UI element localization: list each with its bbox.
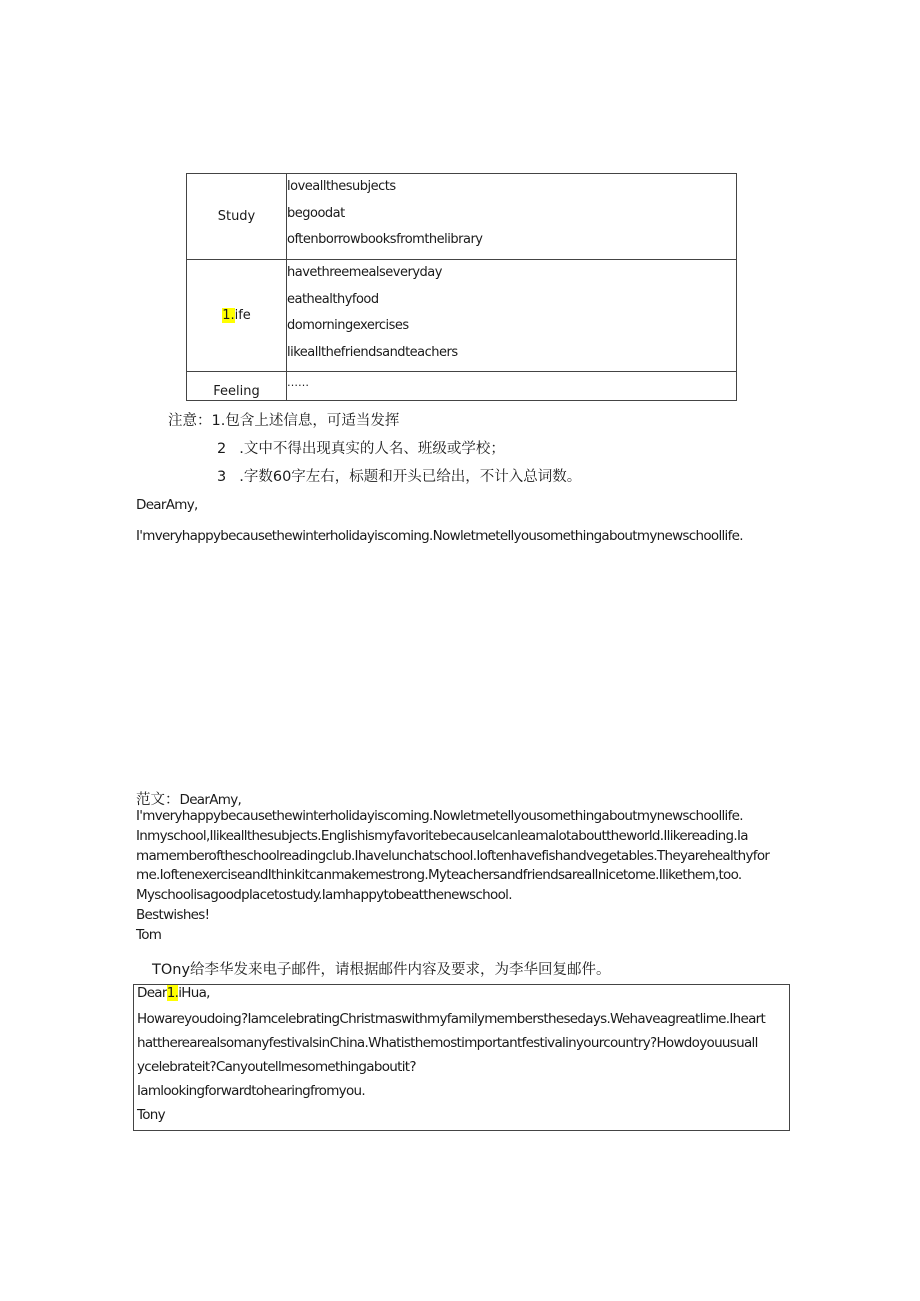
model-line: Inmyschool,Ilikeallthesubjects.Englishismyfavoritebecauselcanleamalotabouttheworld.Ilikereading.Ia: [136, 828, 748, 844]
table-row: [187, 174, 737, 260]
row-label: Feeling: [213, 384, 260, 399]
email-greeting: [137, 985, 210, 1001]
email-greeting-b: iHua,: [178, 985, 210, 1001]
model-closing: Bestwishes!: [136, 907, 210, 923]
list-item: begoodat: [287, 205, 345, 221]
highlight-mark: 1.: [166, 985, 179, 1001]
task2-intro: TOny给李华发来电子邮件，请根据邮件内容及要求，为李华回复邮件。: [152, 962, 611, 978]
list-item: oftenborrowbooksfromthelibrary: [287, 232, 483, 247]
model-label: 范文：: [136, 792, 180, 808]
email-line: Howareyoudoing?IamcelebratingChristmaswithmyfamilymembersthesedays.Wehaveagreatlime.Iheart: [137, 1011, 766, 1027]
highlight-mark: 1.: [222, 308, 235, 323]
note-number: 2: [217, 441, 227, 457]
list-item: likeallthefriendsandteachers: [287, 344, 458, 360]
note-text: .字数60字左右，标题和开头已给出，不计入总词数。: [239, 469, 582, 485]
model-line: I'mveryhappybecausethewinterholidayiscoming.Nowletmetellyousomethingaboutmynewschoollife.: [136, 808, 743, 824]
model-header: [136, 788, 241, 809]
note-number: 3: [217, 469, 227, 485]
email-line: hattherearealsomanyfestivalsinChina.Whatisthemostimportantfestivalinyourcountry?Howdoyouusuall: [137, 1035, 758, 1051]
row-label: Study: [217, 209, 256, 224]
letter-greeting: DearAmy,: [136, 497, 198, 513]
email-signature: Tony: [137, 1107, 165, 1123]
row-items: [287, 372, 737, 401]
model-line: me.IoftenexerciseandIthinkitcanmakemestrong.Myteachersandfriendsareallnicetome.Ilikethem,too.: [136, 867, 742, 883]
list-item: eathealthyfood: [287, 291, 379, 307]
row-items: [287, 174, 737, 260]
list-item: ……: [287, 376, 309, 389]
row-items: [287, 260, 737, 372]
model-line: mamemberoftheschoolreadingclub.Ihavelunchatschool.Ioftenhavefishandvegetables.Theyarehealthyfor: [136, 848, 770, 864]
email-box: [133, 984, 790, 1131]
list-item: loveallthesubjects: [287, 179, 396, 194]
row-label-study: [187, 174, 287, 260]
table-row: [187, 372, 737, 401]
list-item: havethreemealseveryday: [287, 265, 442, 280]
row-label-life: [187, 260, 287, 372]
email-greeting-a: Dear: [137, 985, 167, 1001]
note-2: [217, 437, 505, 458]
model-signature: Tom: [136, 927, 162, 943]
model-greeting: DearAmy,: [179, 792, 242, 808]
note-prefix: 注意：: [168, 413, 212, 429]
email-line: ycelebrateit?Canyoutellmesomethingaboutit?: [137, 1059, 416, 1075]
info-table: [186, 173, 737, 401]
note-text: .文中不得出现真实的人名、班级或学校；: [239, 441, 505, 457]
note-1: [168, 409, 399, 430]
model-line: Myschoolisagoodplacetostudy.Iamhappytobeatthenewschool.: [136, 887, 512, 903]
letter-opening: I'mveryhappybecausethewinterholidayiscoming.Nowletmetellyousomethingaboutmynewschoollife.: [136, 528, 743, 544]
note-3: [217, 465, 581, 486]
table-row: [187, 260, 737, 372]
email-line: Iamlookingforwardtohearingfromyou.: [137, 1083, 365, 1099]
note-text: 1.包含上述信息，可适当发挥: [211, 413, 400, 429]
row-label: ife: [234, 308, 251, 323]
list-item: domorningexercises: [287, 318, 409, 333]
row-label-feeling: [187, 372, 287, 401]
